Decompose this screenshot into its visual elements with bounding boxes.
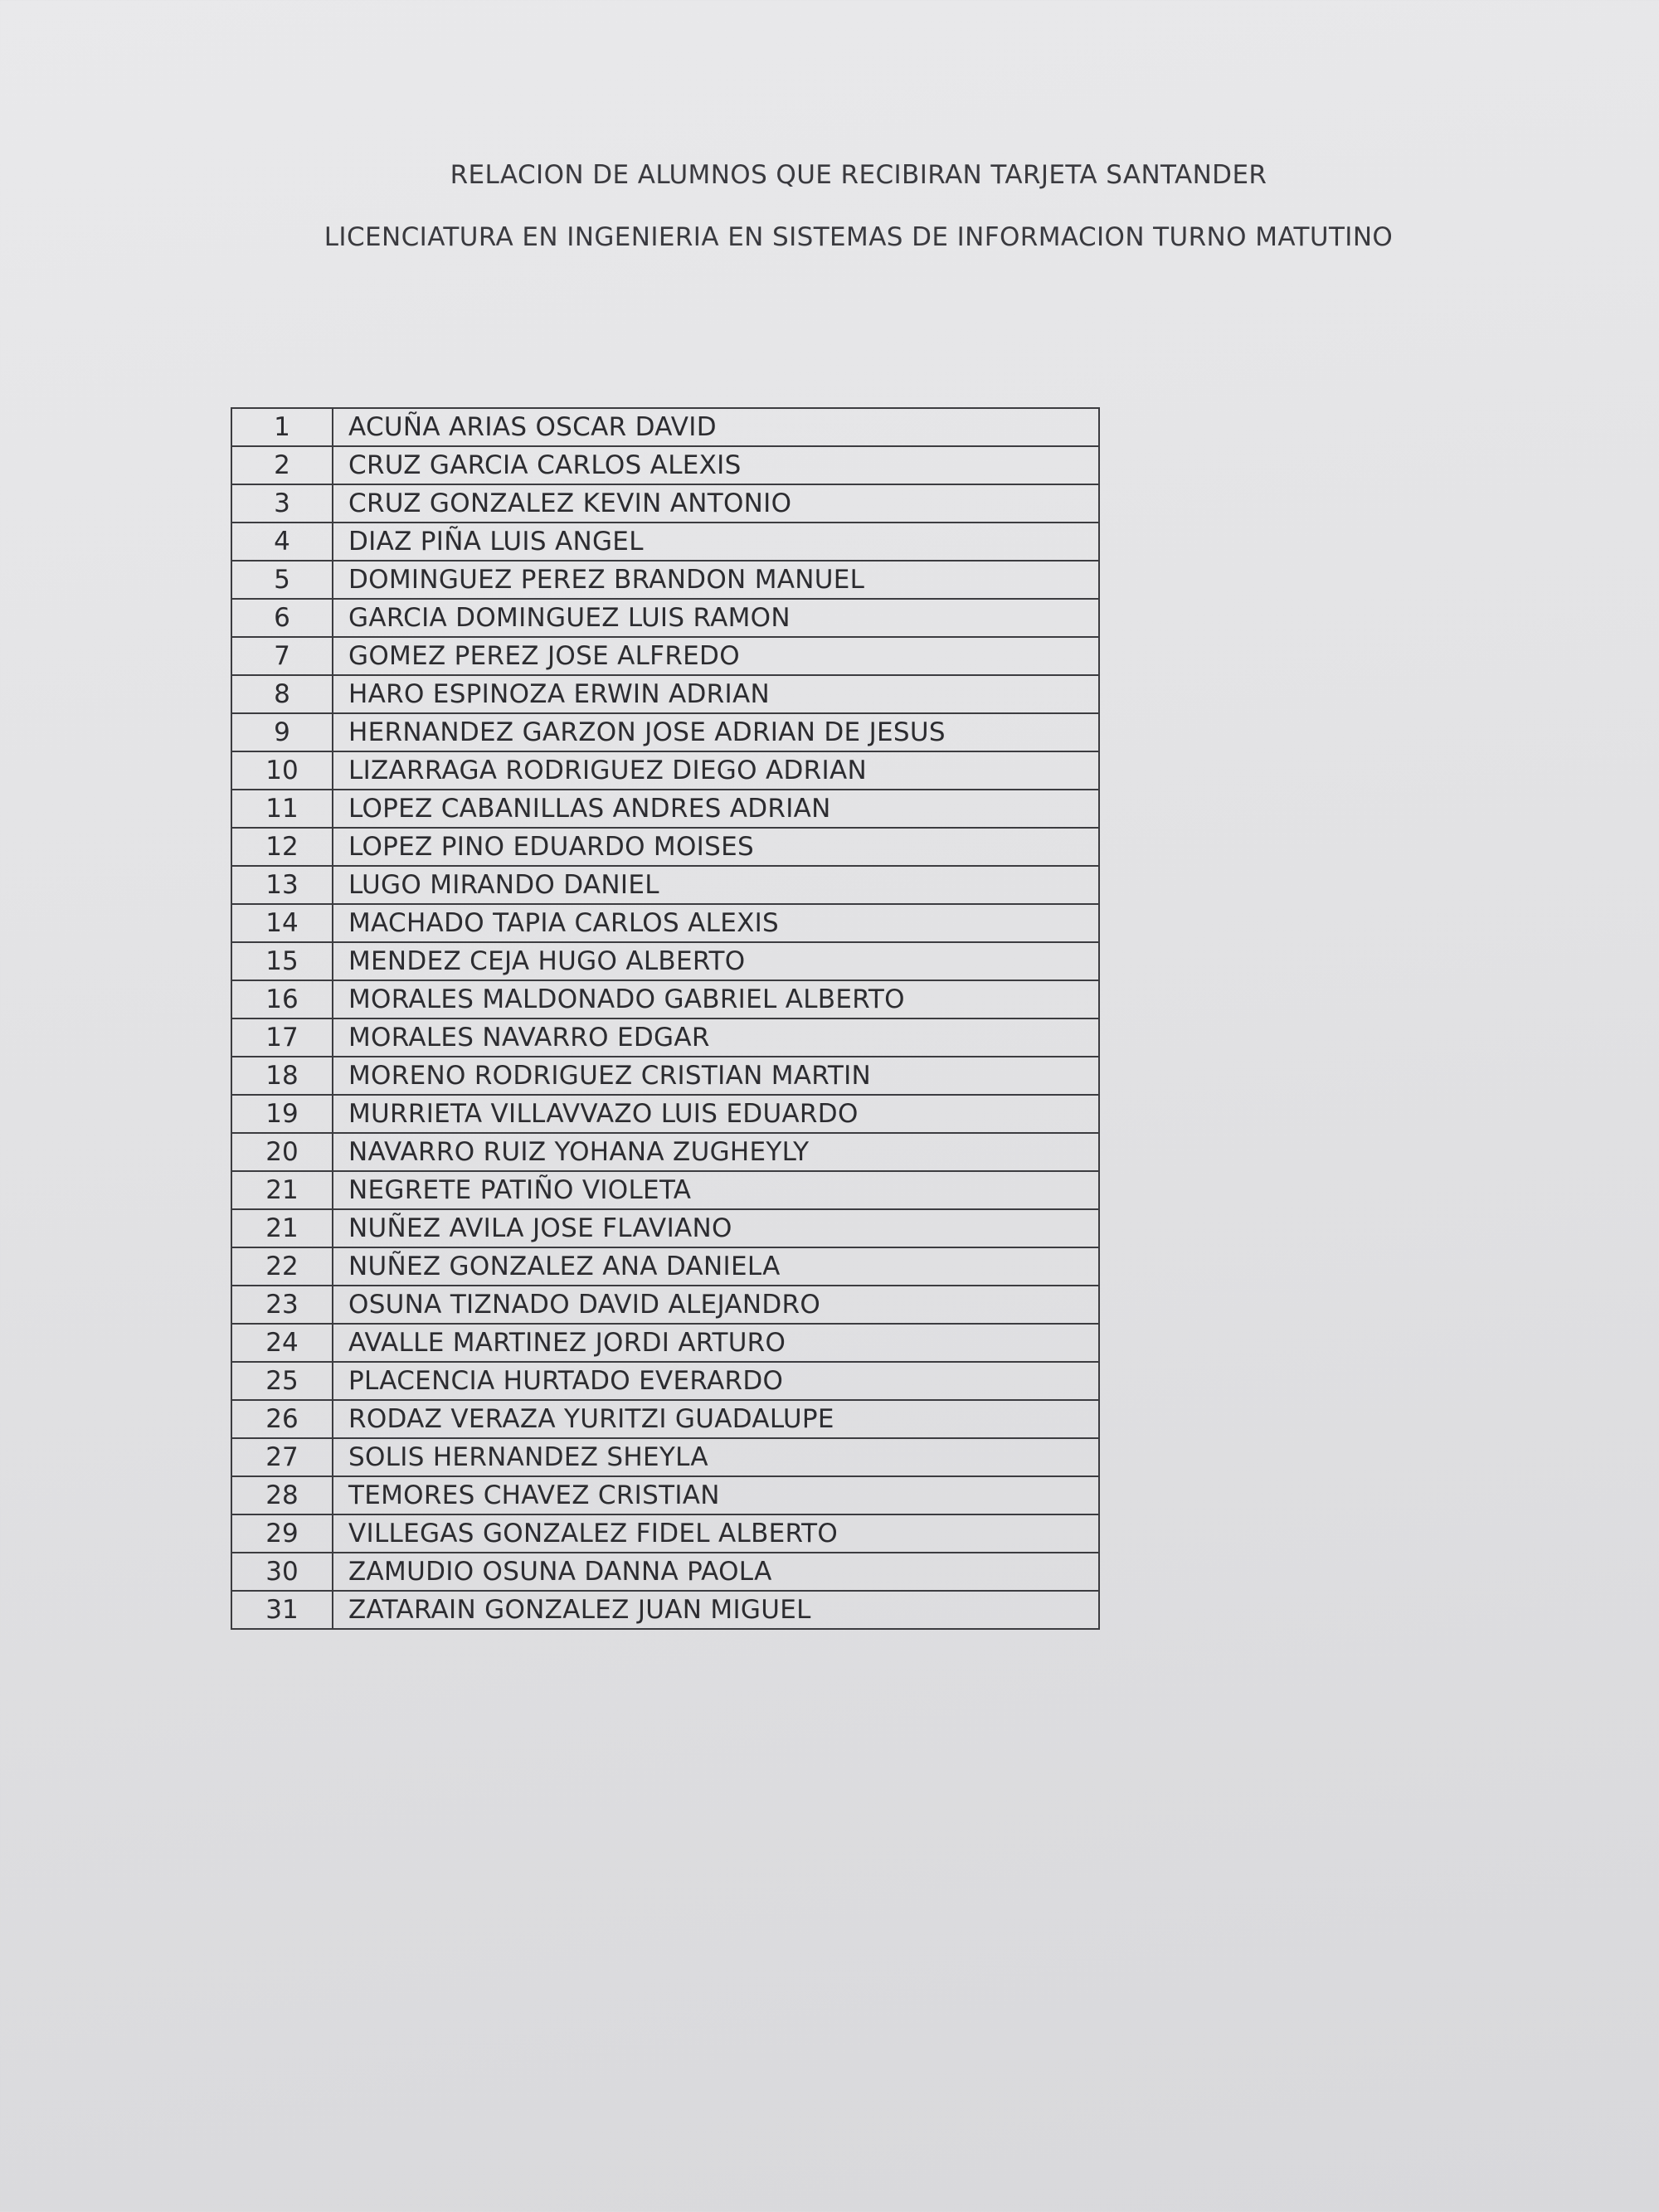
row-number: 11: [231, 790, 333, 828]
table-row: [231, 1591, 1099, 1629]
student-name: DOMINGUEZ PEREZ BRANDON MANUEL: [333, 561, 1099, 599]
table-row: [231, 561, 1099, 599]
table-row: [231, 1171, 1099, 1209]
row-number: 10: [231, 751, 333, 790]
table-row: [231, 904, 1099, 942]
row-number: 19: [231, 1095, 333, 1133]
row-number: 21: [231, 1171, 333, 1209]
student-name: VILLEGAS GONZALEZ FIDEL ALBERTO: [333, 1514, 1099, 1553]
table-row: [231, 1324, 1099, 1362]
student-name: CRUZ GARCIA CARLOS ALEXIS: [333, 446, 1099, 484]
student-name: GOMEZ PEREZ JOSE ALFREDO: [333, 637, 1099, 675]
student-name: MORALES MALDONADO GABRIEL ALBERTO: [333, 980, 1099, 1018]
student-name: NUÑEZ GONZALEZ ANA DANIELA: [333, 1247, 1099, 1286]
table-row: [231, 1018, 1099, 1057]
row-number: 23: [231, 1286, 333, 1324]
student-name: SOLIS HERNANDEZ SHEYLA: [333, 1438, 1099, 1476]
row-number: 17: [231, 1018, 333, 1057]
student-name: MURRIETA VILLAVVAZO LUIS EDUARDO: [333, 1095, 1099, 1133]
row-number: 12: [231, 828, 333, 866]
document-title: RELACION DE ALUMNOS QUE RECIBIRAN TARJETA SANTANDER: [450, 160, 1267, 190]
table-row: [231, 599, 1099, 637]
table-row: [231, 1133, 1099, 1171]
table-row: [231, 675, 1099, 713]
row-number: 4: [231, 523, 333, 561]
table-row: [231, 1362, 1099, 1400]
student-name: CRUZ GONZALEZ KEVIN ANTONIO: [333, 484, 1099, 523]
student-name: MENDEZ CEJA HUGO ALBERTO: [333, 942, 1099, 980]
document-subtitle: LICENCIATURA EN INGENIERIA EN SISTEMAS DE INFORMACION TURNO MATUTINO: [324, 222, 1394, 252]
student-name: LOPEZ PINO EDUARDO MOISES: [333, 828, 1099, 866]
row-number: 6: [231, 599, 333, 637]
row-number: 14: [231, 904, 333, 942]
table-row: [231, 1209, 1099, 1247]
row-number: 25: [231, 1362, 333, 1400]
row-number: 13: [231, 866, 333, 904]
table-row: [231, 637, 1099, 675]
student-name: GARCIA DOMINGUEZ LUIS RAMON: [333, 599, 1099, 637]
row-number: 24: [231, 1324, 333, 1362]
student-name: TEMORES CHAVEZ CRISTIAN: [333, 1476, 1099, 1514]
student-name: NEGRETE PATIÑO VIOLETA: [333, 1171, 1099, 1209]
table-row: [231, 713, 1099, 751]
table-row: [231, 1476, 1099, 1514]
table-row: [231, 942, 1099, 980]
row-number: 1: [231, 408, 333, 446]
table-row: [231, 828, 1099, 866]
row-number: 20: [231, 1133, 333, 1171]
student-name: PLACENCIA HURTADO EVERARDO: [333, 1362, 1099, 1400]
row-number: 8: [231, 675, 333, 713]
row-number: 29: [231, 1514, 333, 1553]
student-roster-table: [231, 407, 1100, 1630]
table-row: [231, 1247, 1099, 1286]
row-number: 27: [231, 1438, 333, 1476]
student-name: ACUÑA ARIAS OSCAR DAVID: [333, 408, 1099, 446]
row-number: 30: [231, 1553, 333, 1591]
student-roster-body: [231, 408, 1099, 1629]
row-number: 26: [231, 1400, 333, 1438]
row-number: 18: [231, 1057, 333, 1095]
table-row: [231, 751, 1099, 790]
row-number: 31: [231, 1591, 333, 1629]
table-row: [231, 408, 1099, 446]
row-number: 16: [231, 980, 333, 1018]
student-name: MORENO RODRIGUEZ CRISTIAN MARTIN: [333, 1057, 1099, 1095]
table-row: [231, 1400, 1099, 1438]
table-row: [231, 523, 1099, 561]
student-name: AVALLE MARTINEZ JORDI ARTURO: [333, 1324, 1099, 1362]
table-row: [231, 1095, 1099, 1133]
table-row: [231, 1438, 1099, 1476]
row-number: 7: [231, 637, 333, 675]
table-row: [231, 980, 1099, 1018]
student-name: LOPEZ CABANILLAS ANDRES ADRIAN: [333, 790, 1099, 828]
table-row: [231, 1553, 1099, 1591]
student-name: LUGO MIRANDO DANIEL: [333, 866, 1099, 904]
row-number: 28: [231, 1476, 333, 1514]
student-name: NAVARRO RUIZ YOHANA ZUGHEYLY: [333, 1133, 1099, 1171]
row-number: 15: [231, 942, 333, 980]
student-name: HERNANDEZ GARZON JOSE ADRIAN DE JESUS: [333, 713, 1099, 751]
row-number: 22: [231, 1247, 333, 1286]
table-row: [231, 866, 1099, 904]
table-row: [231, 446, 1099, 484]
table-row: [231, 1286, 1099, 1324]
table-row: [231, 790, 1099, 828]
table-row: [231, 1057, 1099, 1095]
student-name: DIAZ PIÑA LUIS ANGEL: [333, 523, 1099, 561]
student-name: HARO ESPINOZA ERWIN ADRIAN: [333, 675, 1099, 713]
row-number: 2: [231, 446, 333, 484]
row-number: 9: [231, 713, 333, 751]
student-name: MORALES NAVARRO EDGAR: [333, 1018, 1099, 1057]
student-name: NUÑEZ AVILA JOSE FLAVIANO: [333, 1209, 1099, 1247]
row-number: 21: [231, 1209, 333, 1247]
table-row: [231, 1514, 1099, 1553]
table-row: [231, 484, 1099, 523]
student-name: LIZARRAGA RODRIGUEZ DIEGO ADRIAN: [333, 751, 1099, 790]
student-name: ZATARAIN GONZALEZ JUAN MIGUEL: [333, 1591, 1099, 1629]
row-number: 5: [231, 561, 333, 599]
student-name: RODAZ VERAZA YURITZI GUADALUPE: [333, 1400, 1099, 1438]
row-number: 3: [231, 484, 333, 523]
student-name: OSUNA TIZNADO DAVID ALEJANDRO: [333, 1286, 1099, 1324]
student-name: ZAMUDIO OSUNA DANNA PAOLA: [333, 1553, 1099, 1591]
student-name: MACHADO TAPIA CARLOS ALEXIS: [333, 904, 1099, 942]
